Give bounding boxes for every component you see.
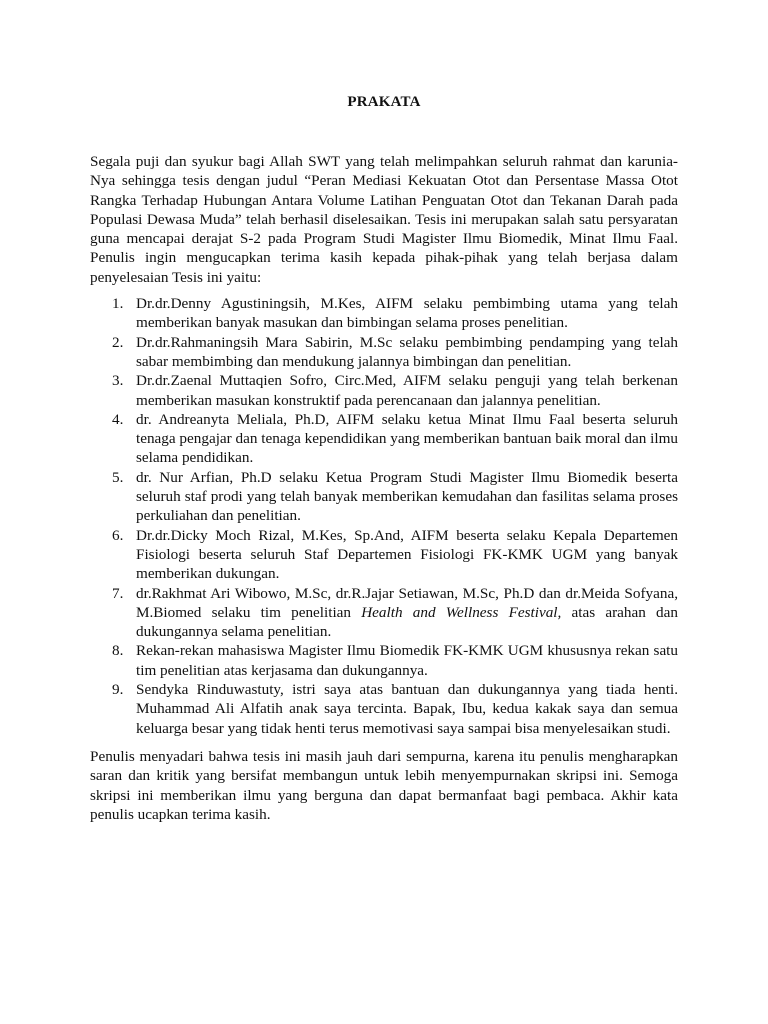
intro-paragraph: Segala puji dan syukur bagi Allah SWT yang telah melimpahkan seluruh rahmat dan karunia-Nya sehingga tesis dengan judul “Peran Mediasi Kekuatan Otot dan Persentase Massa Otot Rangka Terhadap Hubungan Antara Volume Latihan Penguatan Otot dan Tekanan Darah pada Populasi Dewasa Muda” telah berhasil diselesaikan. Tesis ini merupakan salah satu persyaratan guna mencapai derajat S-2 pada Program Studi Magister Ilmu Biomedik, Minat Ilmu Faal. Penulis ingin mengucapkan terima kasih kepada pihak-pihak yang telah berjasa dalam penyelesaian Tesis ini yaitu: [90,153,678,286]
festival-name-italic: Health and Wellness Festival, [361,603,562,621]
list-number: 8. [112,642,124,660]
list-item [90,371,678,410]
list-number: 1. [112,295,124,313]
list-item-text: Dr.dr.Zaenal Muttaqien Sofro, Circ.Med, AIFM selaku penguji yang telah berkenan memberikan masukan konstruktif pada perencanaan dan jalannya penelitian. [136,372,678,409]
list-item-text: dr. Nur Arfian, Ph.D selaku Ketua Program Studi Magister Ilmu Biomedik beserta seluruh staf prodi yang telah banyak memberikan kemudahan dan fasilitas selama proses perkuliahan dan penelitian. [136,468,678,525]
list-number: 3. [112,372,124,390]
list-item-text [136,584,678,642]
list-item-text: Sendyka Rinduwastuty, istri saya atas bantuan dan dukungannya yang tiada henti. Muhammad Ali Alfatih anak saya tercinta. Bapak, Ibu, kedua kakak saya dan semua keluarga besar yang tidak henti terus memotivasi saya sampai bisa menyelesaikan studi. [136,681,678,737]
closing-paragraph: Penulis menyadari bahwa tesis ini masih jauh dari sempurna, karena itu penulis mengharapkan saran dan kritik yang bersifat membangun untuk lebih menyempurnakan skripsi ini. Semoga skripsi ini memberikan ilmu yang berguna dan dapat bermanfaat bagi pembaca. Akhir kata penulis ucapkan terima kasih. [90,747,678,823]
list-item [90,584,678,642]
list-item-text-start: dr.Rakhmat Ari Wibowo, M.Sc, dr.R.Jajar Setiawan, M.Sc, Ph.D dan dr.Meida Sofyana, M.Biomed selaku tim penelitian [136,584,678,621]
list-item [90,680,678,738]
list-number: 9. [112,681,124,699]
page-title: PRAKATA [347,94,421,110]
list-item [90,468,678,526]
list-item-text: Dr.dr.Dicky Moch Rizal, M.Kes, Sp.And, AIFM beserta selaku Kepala Departemen Fisiologi beserta seluruh Staf Departemen Fisiologi FK-KMK UGM yang banyak memberikan dukungan. [136,526,678,583]
list-item-text: Rekan-rekan mahasiswa Magister Ilmu Biomedik FK-KMK UGM khususnya rekan satu tim penelitian atas kerjasama dan dukungannya. [136,642,678,679]
list-item [90,333,678,372]
acknowledgement-list [90,294,678,738]
list-item [90,294,678,333]
list-item [90,410,678,468]
list-number: 2. [112,333,124,351]
list-item [90,526,678,584]
list-number: 5. [112,468,124,486]
list-number: 6. [112,526,124,544]
document-body [90,152,678,824]
list-number: 4. [112,410,124,428]
list-item-text-end: atas arahan dan dukungannya selama penelitian. [136,603,678,641]
list-number: 7. [112,584,124,602]
list-item [90,641,678,680]
list-item-text: dr. Andreanyta Meliala, Ph.D, AIFM selaku ketua Minat Ilmu Faal beserta seluruh tenaga pengajar dan tenaga kependidikan yang memberikan bantuan baik moral dan ilmu selama pendidikan. [136,410,678,467]
list-item-text: Dr.dr.Denny Agustiningsih, M.Kes, AIFM selaku pembimbing utama yang telah memberikan banyak masukan dan bimbingan selama proses penelitian. [136,295,678,332]
list-item-text: Dr.dr.Rahmaningsih Mara Sabirin, M.Sc selaku pembimbing pendamping yang telah sabar membimbing dan mendukung jalannya bimbingan dan penelitian. [136,333,678,370]
